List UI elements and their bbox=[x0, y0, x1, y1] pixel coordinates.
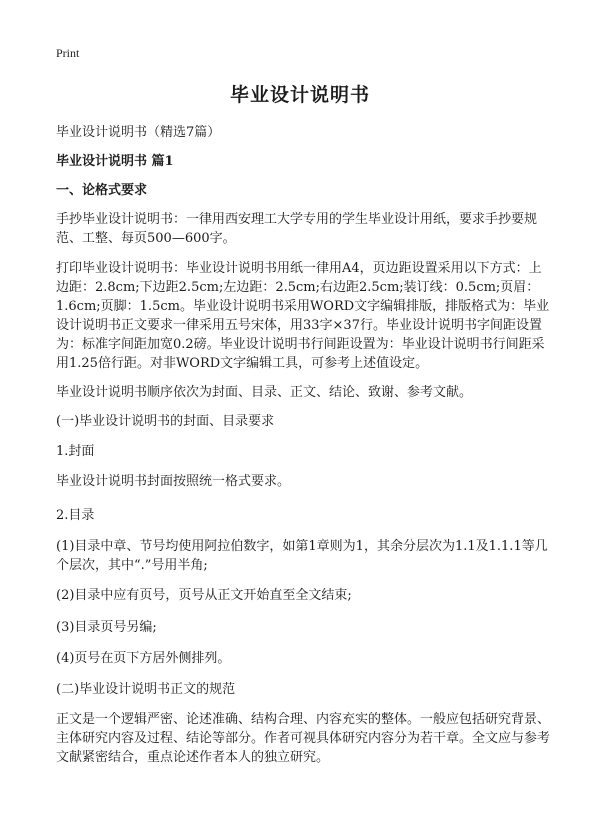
document-subtitle: 毕业设计说明书（精选7篇） bbox=[56, 125, 221, 140]
heading-format-requirements: 一、论格式要求 bbox=[56, 183, 148, 198]
item-toc: 2.目录 bbox=[56, 508, 95, 523]
toc-rule-3: (3)目录页号另编; bbox=[56, 620, 157, 635]
paragraph-body: 正文是一个逻辑严密、论述准确、结构合理、内容充实的整体。一般应包括研究背景、主体研究内容及过程、结论等部分。作者可视具体研究内容分为若干章。全文应与参考文献紧密结合，重点论述作者本人的独立研究。 bbox=[56, 712, 551, 765]
paragraph-order: 毕业设计说明书顺序依次为封面、目录、正文、结论、致谢、参考文献。 bbox=[56, 385, 473, 400]
document-title: 毕业设计说明书 bbox=[229, 84, 370, 106]
subheading-body-norms: (二)毕业设计说明书正文的规范 bbox=[56, 682, 236, 697]
toc-rule-4: (4)页号在页下方居外侧排列。 bbox=[56, 651, 231, 666]
paragraph-printed: 打印毕业设计说明书：毕业设计说明书用纸一律用A4，页边距设置采用以下方式：上边距：2.8cm;下边距2.5cm;左边距：2.5cm;右边距2.5cm;装订线：0.5cm;页眉：1.6cm;页脚：1.5cm。毕业设计说明书采用WORD文字编辑排版，排版格式为：毕业设计说明书正文要求一律采用五号宋体，用33字×37行。毕业设计说明书字间距设置为：标准字间距加宽0.2磅。毕业设计说明书行间距设置为：毕业设计说明书行间距采用1.25倍行距。对非WORD文字编辑工具，可参考上述值设定。 bbox=[56, 261, 550, 371]
paragraph-handwritten: 手抄毕业设计说明书：一律用西安理工大学专用的学生毕业设计用纸，要求手抄要规范、工整、每页500—600字。 bbox=[56, 212, 538, 246]
paragraph-cover-format: 毕业设计说明书封面按照统一格式要求。 bbox=[56, 474, 291, 489]
print-label: Print bbox=[56, 46, 80, 60]
toc-rule-1: (1)目录中章、节号均使用阿拉伯数字，如第1章则为1，其余分层次为1.1及1.1.1等几个层次，其中“.”号用半角; bbox=[56, 539, 548, 573]
subheading-cover-toc: (一)毕业设计说明书的封面、目录要求 bbox=[56, 414, 275, 429]
toc-rule-2: (2)目录中应有页号，页号从正文开始直至全文结束; bbox=[56, 588, 352, 603]
item-cover: 1.封面 bbox=[56, 444, 95, 459]
section-title: 毕业设计说明书 篇1 bbox=[56, 154, 174, 169]
